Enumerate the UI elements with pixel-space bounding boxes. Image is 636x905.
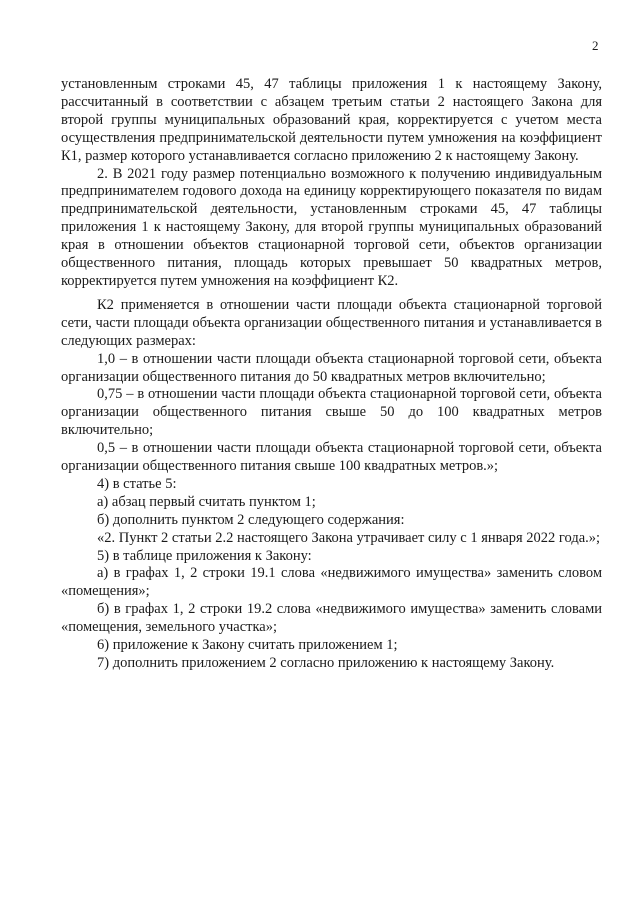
- paragraph-k2: К2 применяется в отношении части площади объекта стационарной торговой сети, части площади объекта организации общественного питания и устанавливается в следующих размерах:: [61, 296, 602, 349]
- paragraph-k2-0-5: 0,5 – в отношении части площади объекта стационарной торговой сети, объекта организации общественного питания свыше 100 квадратных метров.»;: [61, 440, 602, 475]
- paragraph-item-6: 6) приложение к Закону считать приложением 1;: [97, 637, 398, 654]
- paragraph-article-5-b: б) дополнить пунктом 2 следующего содержания:: [97, 511, 405, 528]
- paragraph-table-a: а) в графах 1, 2 строки 19.1 слова «недвижимого имущества» заменить словом «помещения»;: [61, 565, 602, 600]
- page-number: 2: [592, 38, 599, 53]
- document-body: [61, 76, 602, 673]
- paragraph-table-appendix: 5) в таблице приложения к Закону:: [97, 547, 312, 564]
- paragraph-table-b: б) в графах 1, 2 строки 19.2 слова «недвижимого имущества» заменить словами «помещения, земельного участка»;: [61, 601, 602, 636]
- paragraph-point-2-quote: «2. Пункт 2 статьи 2.2 настоящего Закона утрачивает силу с 1 января 2022 года.»;: [97, 529, 601, 546]
- paragraph-item-7: 7) дополнить приложением 2 согласно приложению к настоящему Закону.: [97, 655, 555, 671]
- paragraph-k2-1-0: 1,0 – в отношении части площади объекта стационарной торговой сети, объекта организации общественного питания до 50 квадратных метров включительно;: [61, 350, 602, 385]
- paragraph-item-2: 2. В 2021 году размер потенциально возможного к получению индивидуальным предпринимателем годового дохода на единицу корректирующего показателя по видам предпринимательской деятельности, установленным строками 45, 47 таблицы приложения 1 к настоящему Закону, для второй группы муниципальных образований края в отношении объектов стационарной торговой сети, объектов организации общественного питания, площадь которых превышает 50 квадратных метров, корректируется путем умножения на коэффициент К2.: [61, 165, 602, 289]
- paragraph-continuation: установленным строками 45, 47 таблицы приложения 1 к настоящему Закону, рассчитанный в соответствии с абзацем третьим статьи 2 настоящего Закона для второй группы муниципальных образований края, корректируется с учетом места осуществления предпринимательской деятельности путем умножения на коэффициент К1, размер которого устанавливается согласно приложению 2 к настоящему Закону.: [61, 76, 602, 164]
- paragraph-k2-0-75: 0,75 – в отношении части площади объекта стационарной торговой сети, объекта организации общественного питания свыше 50 до 100 квадратных метров включительно;: [61, 386, 602, 439]
- paragraph-article-5-a: а) абзац первый считать пунктом 1;: [97, 493, 316, 510]
- paragraph-article-5: 4) в статье 5:: [97, 475, 177, 492]
